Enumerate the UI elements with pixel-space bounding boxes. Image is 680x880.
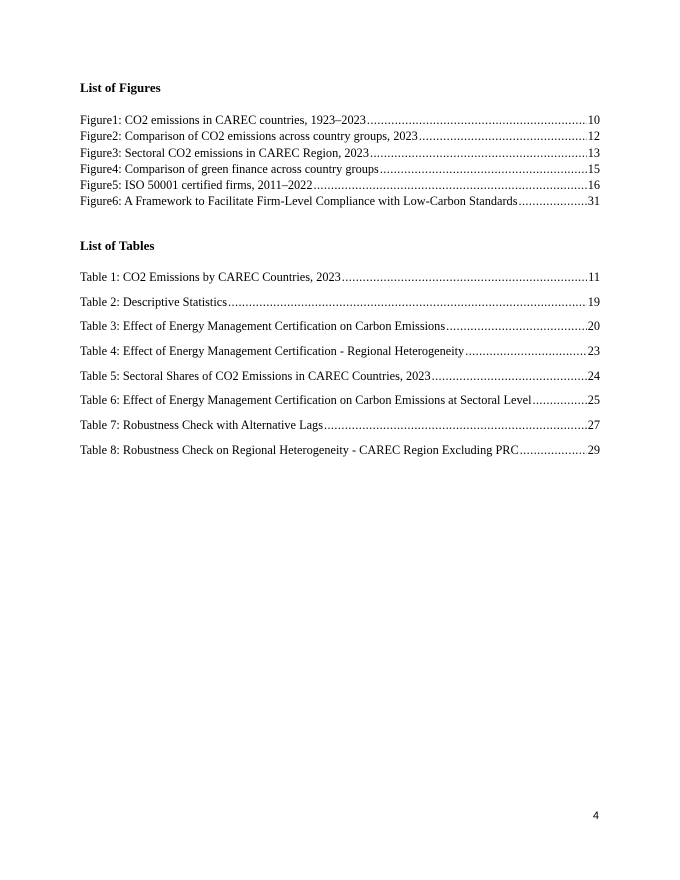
dot-leader bbox=[419, 128, 587, 144]
table-entry-page: 23 bbox=[587, 344, 600, 359]
dot-leader bbox=[518, 193, 586, 209]
figure-entry[interactable] bbox=[80, 177, 600, 193]
table-entry-page: 20 bbox=[587, 319, 600, 334]
table-entry-page: 11 bbox=[588, 270, 600, 284]
dot-leader bbox=[342, 269, 587, 285]
table-entry-title: Table 8: Robustness Check on Regional Heterogeneity - CAREC Region Excluding PRC bbox=[80, 442, 519, 457]
page-number: 4 bbox=[592, 810, 599, 822]
table-entry-title: Table 7: Robustness Check with Alternative Lags bbox=[80, 418, 323, 433]
figure-entry-title: Figure6: A Framework to Facilitate Firm-Level Compliance with Low-Carbon Standards bbox=[80, 194, 518, 209]
dot-leader bbox=[313, 177, 586, 193]
figure-entry-page: 16 bbox=[587, 178, 600, 193]
list-of-tables-heading: List of Tables bbox=[80, 238, 155, 253]
dot-leader bbox=[446, 318, 587, 334]
figure-entry[interactable] bbox=[80, 112, 600, 128]
table-entry[interactable] bbox=[80, 392, 600, 417]
dot-leader bbox=[367, 112, 587, 128]
table-entry-title: Table 1: CO2 Emissions by CAREC Countries, 2023 bbox=[80, 270, 341, 284]
table-entry[interactable] bbox=[80, 269, 600, 294]
dot-leader bbox=[370, 145, 587, 161]
table-entry-title: Table 6: Effect of Energy Management Certification on Carbon Emissions at Sectoral Level bbox=[80, 393, 532, 408]
figure-entry-page: 31 bbox=[587, 194, 600, 209]
table-entry[interactable] bbox=[80, 294, 600, 319]
figure-entry-page: 12 bbox=[587, 129, 600, 144]
dot-leader bbox=[228, 294, 587, 310]
table-entry[interactable] bbox=[80, 318, 600, 343]
dot-leader bbox=[520, 442, 587, 458]
table-entry[interactable] bbox=[80, 442, 600, 467]
figure-entry-title: Figure5: ISO 50001 certified firms, 2011–2022 bbox=[80, 178, 313, 193]
table-entry-page: 24 bbox=[587, 368, 600, 383]
list-of-tables bbox=[80, 269, 600, 467]
table-entry-title: Table 4: Effect of Energy Management Certification - Regional Heterogeneity bbox=[80, 344, 465, 359]
table-entry-page: 19 bbox=[587, 294, 600, 309]
table-entry[interactable] bbox=[80, 368, 600, 393]
table-entry-page: 25 bbox=[587, 393, 600, 408]
figure-entry[interactable] bbox=[80, 193, 600, 209]
figure-entry-title: Figure4: Comparison of green finance across country groups bbox=[80, 161, 379, 176]
table-entry[interactable] bbox=[80, 343, 600, 368]
table-entry-page: 29 bbox=[587, 442, 600, 457]
table-entry-title: Table 3: Effect of Energy Management Certification on Carbon Emissions bbox=[80, 319, 446, 334]
figure-entry[interactable] bbox=[80, 145, 600, 161]
list-of-figures-heading: List of Figures bbox=[80, 80, 161, 95]
figure-entry-title: Figure2: Comparison of CO2 emissions across country groups, 2023 bbox=[80, 129, 418, 144]
table-entry-title: Table 2: Descriptive Statistics bbox=[80, 294, 228, 309]
figure-entry-page: 15 bbox=[587, 161, 600, 176]
figure-entry[interactable] bbox=[80, 128, 600, 144]
dot-leader bbox=[432, 368, 587, 384]
table-entry[interactable] bbox=[80, 417, 600, 442]
dot-leader bbox=[465, 343, 587, 359]
dot-leader bbox=[380, 161, 587, 177]
figure-entry-title: Figure3: Sectoral CO2 emissions in CAREC Region, 2023 bbox=[80, 145, 369, 160]
figure-entry-page: 13 bbox=[587, 145, 600, 160]
dot-leader bbox=[324, 417, 587, 433]
table-entry-page: 27 bbox=[587, 418, 600, 433]
figure-entry[interactable] bbox=[80, 161, 600, 177]
dot-leader bbox=[532, 392, 586, 408]
list-of-figures bbox=[80, 112, 600, 210]
table-entry-title: Table 5: Sectoral Shares of CO2 Emissions in CAREC Countries, 2023 bbox=[80, 368, 431, 383]
figure-entry-title: Figure1: CO2 emissions in CAREC countries, 1923–2023 bbox=[80, 113, 366, 127]
figure-entry-page: 10 bbox=[587, 113, 600, 127]
